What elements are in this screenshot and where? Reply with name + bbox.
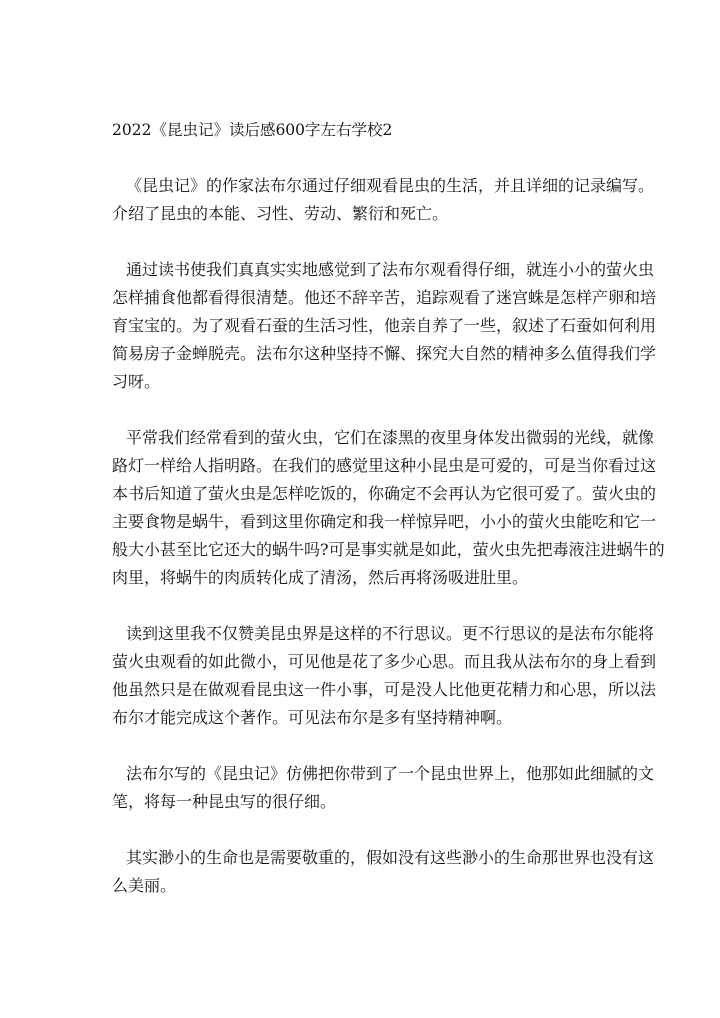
paragraph-spacer xyxy=(112,144,606,172)
document-body xyxy=(112,144,665,900)
paragraph-spacer xyxy=(112,816,606,844)
paragraph-line: 笔，将每一种昆虫写的很仔细。 xyxy=(112,792,337,811)
paragraph-line: 般大小甚至比它还大的蜗牛吗?可是事实就是如此，萤火虫先把毒液注进蜗牛的 xyxy=(112,540,665,559)
paragraph-line: 主要食物是蜗牛，看到这里你确定和我一样惊异吧，小小的萤火虫能吃和它一 xyxy=(112,512,657,531)
document-title: 2022《昆虫记》读后感600字左右学校2 xyxy=(112,121,393,139)
paragraph-line: 其实渺小的生命也是需要敬重的，假如没有这些渺小的生命那世界也没有这 xyxy=(126,848,655,867)
paragraph-spacer xyxy=(112,396,606,424)
paragraph-line: 习呀。 xyxy=(112,372,161,391)
document-page xyxy=(112,116,665,900)
paragraph-line: 萤火虫观看的如此微小，可见他是花了多少心思。而且我从法布尔的身上看到 xyxy=(112,652,657,671)
paragraph xyxy=(112,760,655,816)
paragraph-line: 育宝宝的。为了观看石蚕的生活习性，他亲自养了一些，叙述了石蚕如何利用 xyxy=(112,316,657,335)
paragraph xyxy=(112,620,657,732)
paragraph xyxy=(112,844,655,900)
paragraph-line: 本书后知道了萤火虫是怎样吃饭的，你确定不会再认为它很可爱了。萤火虫的 xyxy=(112,484,657,503)
paragraph-line: 他虽然只是在做观看昆虫这一件小事，可是没人比他更花精力和心思，所以法 xyxy=(112,680,657,699)
paragraph-line: 简易房子金蝉脱壳。法布尔这种坚持不懈、探究大自然的精神多么值得我们学 xyxy=(112,344,657,363)
paragraph xyxy=(112,172,655,228)
paragraph-line: 读到这里我不仅赞美昆虫界是这样的不行思议。更不行思议的是法布尔能将 xyxy=(126,624,655,643)
paragraph-line: 肉里，将蜗牛的肉质转化成了清汤，然后再将汤吸进肚里。 xyxy=(112,568,529,587)
paragraph-spacer xyxy=(112,228,606,256)
paragraph-line: 通过读书使我们真真实实地感觉到了法布尔观看得仔细，就连小小的萤火虫 xyxy=(126,260,655,279)
paragraph-line: 平常我们经常看到的萤火虫，它们在漆黑的夜里身体发出微弱的光线，就像 xyxy=(126,428,655,447)
paragraph xyxy=(112,256,657,396)
paragraph-line: 介绍了昆虫的本能、习性、劳动、繁衍和死亡。 xyxy=(112,204,449,223)
paragraph-line: 《昆虫记》的作家法布尔通过仔细观看昆虫的生活，并且详细的记录编写。 xyxy=(126,176,655,195)
paragraph-line: 么美丽。 xyxy=(112,876,177,895)
paragraph-spacer xyxy=(112,592,606,620)
paragraph-line: 布尔才能完成这个著作。可见法布尔是多有坚持精神啊。 xyxy=(112,708,513,727)
paragraph-line: 路灯一样给人指明路。在我们的感觉里这种小昆虫是可爱的，可是当你看过这 xyxy=(112,456,657,475)
paragraph-line: 法布尔写的《昆虫记》仿佛把你带到了一个昆虫世界上，他那如此细腻的文 xyxy=(126,764,655,783)
paragraph-line: 怎样捕食他都看得很清楚。他还不辞辛苦，追踪观看了迷宫蛛是怎样产卵和培 xyxy=(112,288,657,307)
paragraph xyxy=(112,424,665,592)
paragraph-spacer xyxy=(112,732,606,760)
